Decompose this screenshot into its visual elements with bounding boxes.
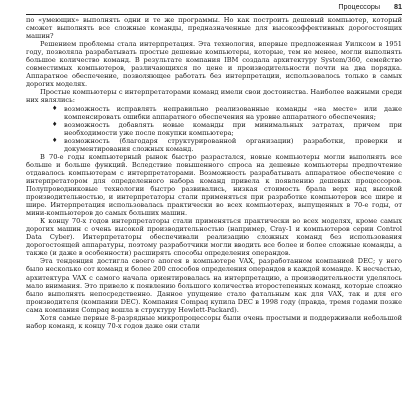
section-title: Процессоры (338, 2, 380, 11)
paragraph: Эта тенденция достигла своего апогея в компьютере VAX, разработанном компанией DEC; у него было несколько сот команд и более 200 способов определения операндов в каждой команде. К несчастью, архитектура VAX с самого начала ориентировалась на интерпретацию, а производительности уделялось мало внимания. Это привело к появлению большого количества второстепенных команд, которые сложно было выполнять непосредственно. Данное упущение стало фатальным как для VAX, так и для его производителя (компании DEC). Компания Compaq купила DEC в 1998 году (правда, тремя годами позже сама компания Compaq вошла в структуру Hewlett-Packard). (26, 257, 402, 314)
list-item (26, 121, 402, 137)
running-header (26, 2, 402, 15)
advantages-list (26, 105, 402, 153)
paragraph: Решением проблемы стала интерпретация. Эта технология, впервые предложенная Уилксом в 1951 году, позволяла разрабатывать простые дешевые компьютеры, которые, тем не менее, могли выполнять большое количество команд. В результате компания IBM создала архитектуру System/360, семейство совместимых компьютеров, различающихся по цене и производительности почти на два порядка. Аппаратное обеспечение, позволяющее работать без интерпретации, использовалось только в самых дорогих моделях. (26, 40, 402, 89)
paragraph: К концу 70-х годов интерпретаторы стали применяться практически во всех моделях, кроме самых дорогих машин с очень высокой производительностью (например, Cray-1 и компьютеров серии Control Data Cyber). Интерпретаторы обеспечивали реализацию сложных команд без использования дорогостоящей аппаратуры, поэтому разработчики могли вводить все более и более сложные команды, а также (и даже в особенности) расширять способы определения операндов. (26, 217, 402, 258)
bullet-icon: ♦ (52, 120, 58, 128)
paragraph: Хотя самые первые 8-разрядные микропроцессоры были очень простыми и поддерживали небольшой набор команд, к концу 70-х годов даже они стали (26, 313, 402, 330)
book-page (26, 2, 402, 420)
list-item-text: возможность (благодаря структурированной организации) разработки, проверки и документирования сложных команд. (64, 136, 402, 153)
paragraph: В 70-е годы компьютерный рынок быстро разрастался, новые компьютеры могли выполнять все больше и больше функций. Вследствие повышенного спроса на дешевые компьютеры предпочтение отдавалось компьютерам с интерпретаторами. Возможность разрабатывать аппаратное обеспечение с интерпретатором для определенного набора команд привела к появлению дешевых процессоров. Полупроводниковые технологии быстро развивались, низкая стоимость брала верх над высокой производительностью, и интерпретаторы стали применяться при разработке компьютеров все шире и шире. Интерпретация использовалась практически во всех компьютерах, выпущенных в 70-е годы, от мини-компьютеров до самых больших машин. (26, 152, 402, 218)
paragraph: по «умеющих» выполнять одни и те же программы. Но как построить дешевый компьютер, который сможет выполнять все сложные команды, предназначенные для высокоэффективных дорогостоящих машин? (26, 16, 402, 41)
list-item-text: возможность исправлять неправильно реализованные команды «на месте» или даже компенсировать ошибки аппаратного обеспечения на уровне аппаратного обеспечения; (64, 104, 402, 121)
body-text (26, 16, 402, 330)
bullet-icon: ♦ (52, 104, 58, 112)
list-item-text: возможность добавлять новые команды при минимальных затратах, причем при необходимости уже после покупки компьютера; (64, 120, 402, 137)
page-number: 81 (394, 2, 402, 11)
list-item (26, 105, 402, 121)
paragraph: Простые компьютеры с интерпретаторами команд имели свои достоинства. Наиболее важными среди них являлись: (26, 88, 402, 105)
bullet-icon: ♦ (52, 136, 58, 144)
list-item (26, 137, 402, 153)
